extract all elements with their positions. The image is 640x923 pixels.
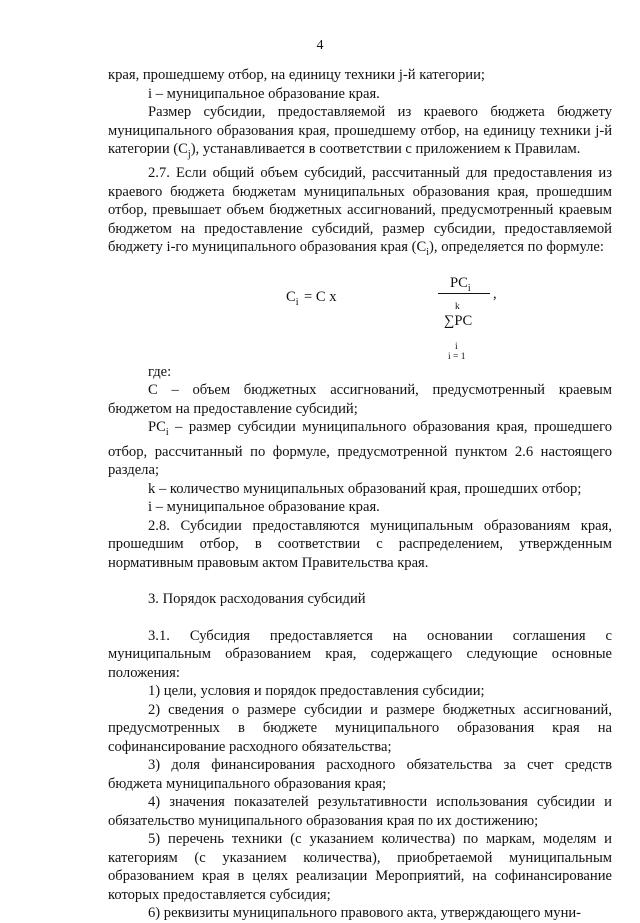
list-item: 1) цели, условия и порядок предоставления субсидии; bbox=[148, 683, 485, 700]
page-number: 4 bbox=[316, 38, 324, 53]
formula-comma: , bbox=[493, 285, 497, 302]
sum-lower-limit: i = 1 bbox=[448, 351, 466, 362]
formula-eq: = C x bbox=[304, 288, 337, 305]
page-body bbox=[108, 66, 612, 923]
paragraph: 2.7. Если общий объем субсидий, рассчитанный для предоставления из краевого бюджета бюджетам муниципальных образования края, прошедшим отбор, превышает объем бюджетных ассигнований, предусмотренный краевым бюджетом на предоставление субсидий, размер субсидии, предоставляемой бюджету i-го муниципального образования края $(C_i)$, определяется по формуле: bbox=[108, 165, 612, 259]
paragraph: 2.8. Субсидии предоставляются муниципальным образованиям края, прошедшим отбор, в соответствии с распределением, утвержденным нормативным правовым актом Правительства края. bbox=[108, 517, 612, 571]
sum-index: i bbox=[455, 341, 458, 352]
formula bbox=[108, 263, 612, 363]
section-heading: 3. Порядок расходования субсидий bbox=[148, 591, 366, 608]
list-item: 2) сведения о размере субсидии и размере бюджетных ассигнований, предусмотренных в бюджете муниципального образования края на софинансирование расходного обязательства; bbox=[108, 701, 612, 755]
list-item: 4) значения показателей результативности использования субсидии и обязательство муниципального образования края по их достижению; bbox=[108, 794, 612, 829]
paragraph: Размер субсидии, предоставляемой из краевого бюджета бюджету муниципального образования края, прошедшему отбор, на единицу техники j-й категории $(C_j)$, устанавливается в соответствии с приложением к Правилам. bbox=[108, 104, 612, 160]
definition: $PC_i$ – размер субсидии муниципального образования края, прошедшего отбор, рассчитанный по формуле, предусмотренной пунктом 2.6 настоящего раздела; bbox=[108, 419, 612, 479]
sum-upper-limit: k bbox=[455, 301, 460, 312]
list-item: 3) доля финансирования расходного обязательства за счет средств бюджета муниципального образования края; bbox=[108, 757, 612, 792]
fraction-bar bbox=[438, 293, 490, 294]
paragraph: края, прошедшему отбор, на единицу техники j-й категории; bbox=[108, 67, 485, 83]
definition: k – количество муниципальных образований края, прошедших отбор; bbox=[148, 480, 582, 497]
list-item: 6) реквизиты муниципального правового акта, утверждающего муни- bbox=[148, 905, 582, 922]
definition: C – объем бюджетных ассигнований, предусмотренный краевым бюджетом на предоставление субсидий; bbox=[108, 382, 612, 417]
sum-denominator: ∑PC bbox=[444, 312, 473, 329]
definition: i – муниципальное образование края. bbox=[148, 499, 380, 516]
paragraph: 3.1. Субсидия предоставляется на основании соглашения с муниципальным образованием края, содержащего следующие основные положения: bbox=[108, 627, 612, 681]
list-item: 5) перечень техники (с указанием количества) по маркам, моделям и категориям (с указанием количества), приобретаемой муниципальным образованием края в целях реализации Мероприятий, на софинансирование которых предоставляется субсидия; bbox=[108, 831, 612, 903]
paragraph: i – муниципальное образование края. bbox=[148, 85, 380, 102]
formula-lhs: $C_i$ bbox=[286, 288, 299, 308]
paragraph: где: bbox=[148, 363, 172, 380]
formula-numerator: $PC_i$ bbox=[450, 274, 471, 294]
